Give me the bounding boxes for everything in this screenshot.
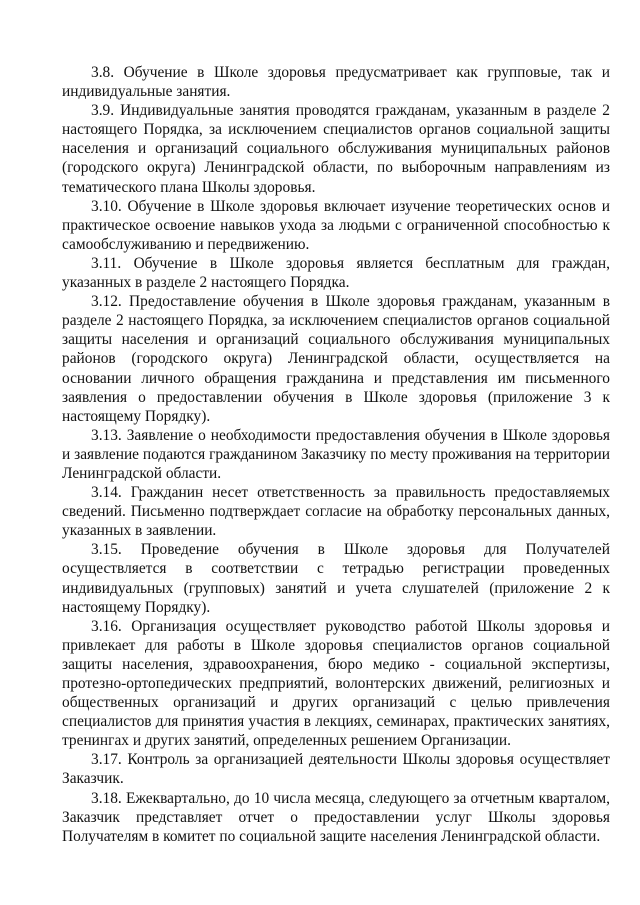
paragraph-3-18: 3.18. Ежеквартально, до 10 числа месяца, следующего за отчетным кварталом, Заказчик представляет отчет о предоставлении услуг Школы здоровья Получателям в комитет по социальной защите населения Ленинградской области. [62, 789, 610, 845]
paragraph-3-10: 3.10. Обучение в Школе здоровья включает изучение теоретических основ и практическое освоение навыков ухода за людьми с ограниченной способностью к самообслуживанию и передвижению. [62, 197, 610, 253]
paragraph-3-8: 3.8. Обучение в Школе здоровья предусматривает как групповые, так и индивидуальные занятия. [62, 64, 610, 101]
paragraph-3-12: 3.12. Предоставление обучения в Школе здоровья гражданам, указанным в разделе 2 настоящего Порядка, за исключением специалистов органов социальной защиты населения и организаций социального обслуживания муниципальных районов (городского округа) Ленинградской области, осуществляется на основании личного обращения гражданина и представления им письменного заявления о предоставлении обучения в Школе здоровья (приложение 3 к настоящему Порядку). [62, 293, 610, 425]
paragraph-3-17: 3.17. Контроль за организацией деятельности Школы здоровья осуществляет Заказчик. [62, 751, 610, 788]
paragraph-3-16: 3.16. Организация осуществляет руководство работой Школы здоровья и привлекает для работы в Школе здоровья специалистов органов социальной защиты населения, здравоохранения, бюро медико - социальной экспертизы, протезно-ортопедических предприятий, волонтерских движений, религиозных и общественных организаций и других организаций с целью привлечения специалистов для принятия участия в лекциях, семинарах, практических занятиях, тренингах и других занятий, определенных решением Организации. [62, 617, 610, 750]
paragraph-3-13: 3.13. Заявление о необходимости предоставления обучения в Школе здоровья и заявление подаются гражданином Заказчику по месту проживания на территории Ленинградской области. [62, 426, 610, 482]
document-page [62, 63, 610, 846]
paragraph-3-11: 3.11. Обучение в Школе здоровья является бесплатным для граждан, указанных в разделе 2 настоящего Порядка. [62, 254, 610, 292]
paragraph-3-15: 3.15. Проведение обучения в Школе здоровья для Получателей осуществляется в соответствии с тетрадью регистрации проведенных индивидуальных (групповых) занятий и учета слушателей (приложение 2 к настоящему Порядку). [62, 541, 610, 616]
paragraph-3-14: 3.14. Гражданин несет ответственность за правильность предоставляемых сведений. Письменно подтверждает согласие на обработку персональных данных, указанных в заявлении. [62, 484, 610, 540]
paragraph-3-9: 3.9. Индивидуальные занятия проводятся гражданам, указанным в разделе 2 настоящего Порядка, за исключением специалистов органов социальной защиты населения и организаций социального обслуживания муниципальных районов (городского округа) Ленинградской области, по выборочным направлениям из тематического плана Школы здоровья. [62, 102, 610, 196]
